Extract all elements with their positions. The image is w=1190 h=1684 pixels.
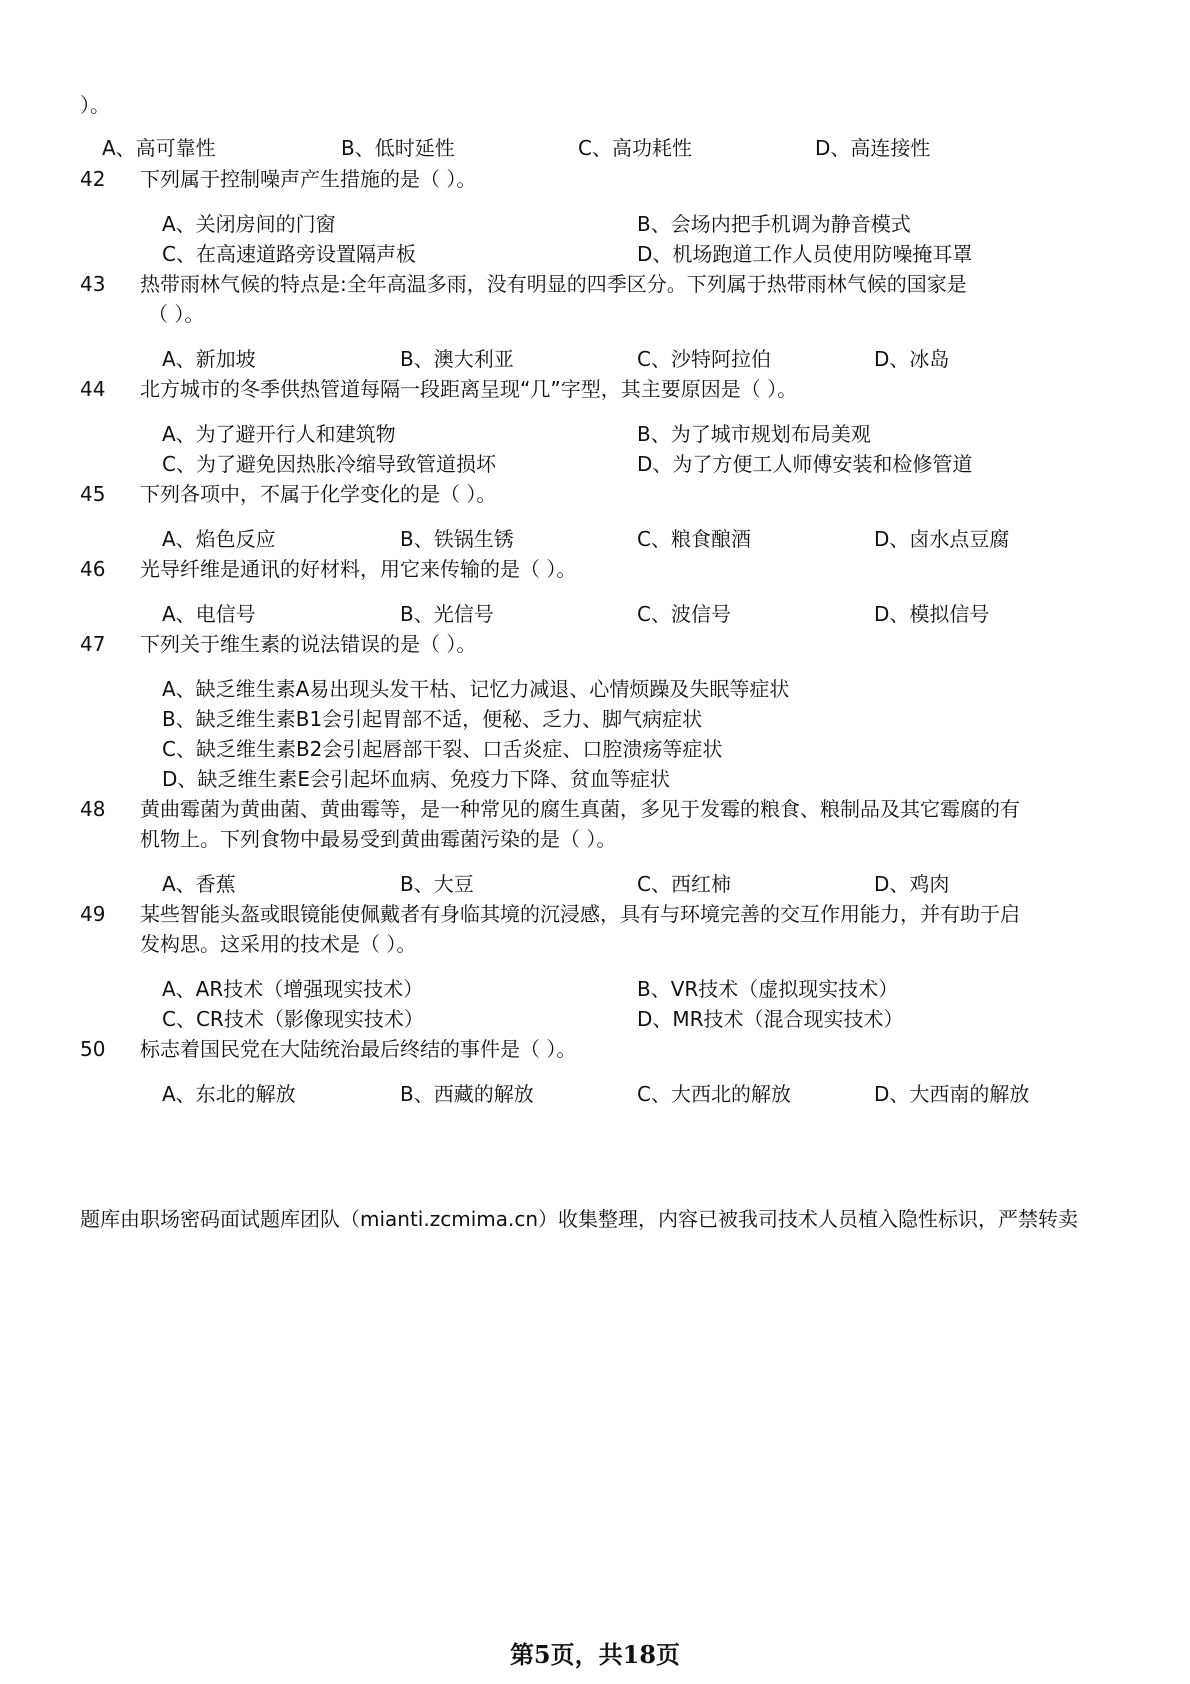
question-46-stem: 光导纤维是通讯的好材料，用它来传输的是（ ）。: [140, 557, 577, 581]
question-50-option-a: A、东北的解放: [162, 1082, 296, 1106]
question-49-option-a: A、AR技术（增强现实技术）: [162, 977, 424, 1001]
question-48-stem-line2: 机物上。下列食物中最易受到黄曲霉菌污染的是（ ）。: [140, 827, 617, 851]
question-48-stem: 黄曲霉菌为黄曲菌、黄曲霉等，是一种常见的腐生真菌，多见于发霉的粮食、粮制品及其它霉腐的有: [140, 797, 1020, 821]
question-50-number: 50: [80, 1037, 106, 1061]
question-43-option-a: A、新加坡: [162, 347, 256, 371]
question-48-number: 48: [80, 797, 106, 821]
question-44-option-d: D、为了方便工人师傅安装和检修管道: [637, 452, 973, 476]
question-42-number: 42: [80, 167, 106, 191]
question-49-option-b: B、VR技术（虚拟现实技术）: [637, 977, 899, 1001]
question-46-option-c: C、波信号: [637, 602, 731, 626]
question-47-option-d: D、缺乏维生素E会引起坏血病、免疫力下降、贫血等症状: [162, 767, 671, 791]
question-47-number: 47: [80, 632, 106, 656]
question-43-option-d: D、冰岛: [874, 347, 950, 371]
question-46-option-b: B、光信号: [400, 602, 494, 626]
question-44-number: 44: [80, 377, 106, 401]
question-43-option-b: B、澳大利亚: [400, 347, 514, 371]
question-41-option-c: C、高功耗性: [578, 136, 692, 160]
question-42-stem: 下列属于控制噪声产生措施的是（ ）。: [140, 167, 477, 191]
question-46-number: 46: [80, 557, 106, 581]
question-44-option-c: C、为了避免因热胀冷缩导致管道损坏: [162, 452, 496, 476]
copyright-notice: 题库由职场密码面试题库团队（mianti.zcmima.cn）收集整理，内容已被我司技术人员植入隐性标识，严禁转卖: [80, 1207, 1079, 1231]
question-50-option-d: D、大西南的解放: [874, 1082, 1030, 1106]
question-41-option-b: B、低时延性: [341, 136, 455, 160]
question-44-stem: 北方城市的冬季供热管道每隔一段距离呈现“几”字型，其主要原因是（ ）。: [140, 377, 798, 401]
question-48-option-d: D、鸡肉: [874, 872, 950, 896]
question-46-option-d: D、模拟信号: [874, 602, 990, 626]
question-49-number: 49: [80, 902, 106, 926]
question-41-stem-tail: ）。: [80, 93, 110, 117]
question-42-option-b: B、会场内把手机调为静音模式: [637, 212, 911, 236]
question-49-option-d: D、MR技术（混合现实技术）: [637, 1007, 904, 1031]
question-47-option-c: C、缺乏维生素B2会引起唇部干裂、口舌炎症、口腔溃疡等症状: [162, 737, 723, 761]
question-42-option-d: D、机场跑道工作人员使用防噪掩耳罩: [637, 242, 973, 266]
question-43-option-c: C、沙特阿拉伯: [637, 347, 771, 371]
question-45-stem: 下列各项中，不属于化学变化的是（ ）。: [140, 482, 497, 506]
question-47-stem: 下列关于维生素的说法错误的是（ ）。: [140, 632, 477, 656]
question-41-option-d: D、高连接性: [815, 136, 931, 160]
question-50-option-b: B、西藏的解放: [400, 1082, 534, 1106]
question-42-option-a: A、关闭房间的门窗: [162, 212, 336, 236]
question-43-stem: 热带雨林气候的特点是:全年高温多雨，没有明显的四季区分。下列属于热带雨林气候的国家是: [140, 272, 967, 296]
question-45-option-d: D、卤水点豆腐: [874, 527, 1010, 551]
question-50-option-c: C、大西北的解放: [637, 1082, 791, 1106]
page-number: 第5页，共18页: [509, 1640, 681, 1669]
question-48-option-b: B、大豆: [400, 872, 474, 896]
question-45-option-a: A、焰色反应: [162, 527, 276, 551]
question-42-option-c: C、在高速道路旁设置隔声板: [162, 242, 416, 266]
question-49-stem: 某些智能头盔或眼镜能使佩戴者有身临其境的沉浸感，具有与环境完善的交互作用能力，并有助于启: [140, 902, 1020, 926]
question-43-stem-line2: （ ）。: [148, 302, 205, 326]
question-47-option-b: B、缺乏维生素B1会引起胃部不适，便秘、乏力、脚气病症状: [162, 707, 703, 731]
question-48-option-c: C、西红柿: [637, 872, 731, 896]
question-43-number: 43: [80, 272, 106, 296]
question-41-option-a: A、高可靠性: [102, 136, 216, 160]
question-50-stem: 标志着国民党在大陆统治最后终结的事件是（ ）。: [140, 1037, 577, 1061]
question-44-option-a: A、为了避开行人和建筑物: [162, 422, 396, 446]
question-45-option-b: B、铁锅生锈: [400, 527, 514, 551]
question-44-option-b: B、为了城市规划布局美观: [637, 422, 871, 446]
question-46-option-a: A、电信号: [162, 602, 256, 626]
question-45-option-c: C、粮食酿酒: [637, 527, 751, 551]
question-45-number: 45: [80, 482, 106, 506]
question-49-stem-line2: 发构思。这采用的技术是（ ）。: [140, 932, 417, 956]
question-47-option-a: A、缺乏维生素A易出现头发干枯、记忆力减退、心情烦躁及失眠等症状: [162, 677, 790, 701]
question-48-option-a: A、香蕉: [162, 872, 236, 896]
question-49-option-c: C、CR技术（影像现实技术）: [162, 1007, 424, 1031]
